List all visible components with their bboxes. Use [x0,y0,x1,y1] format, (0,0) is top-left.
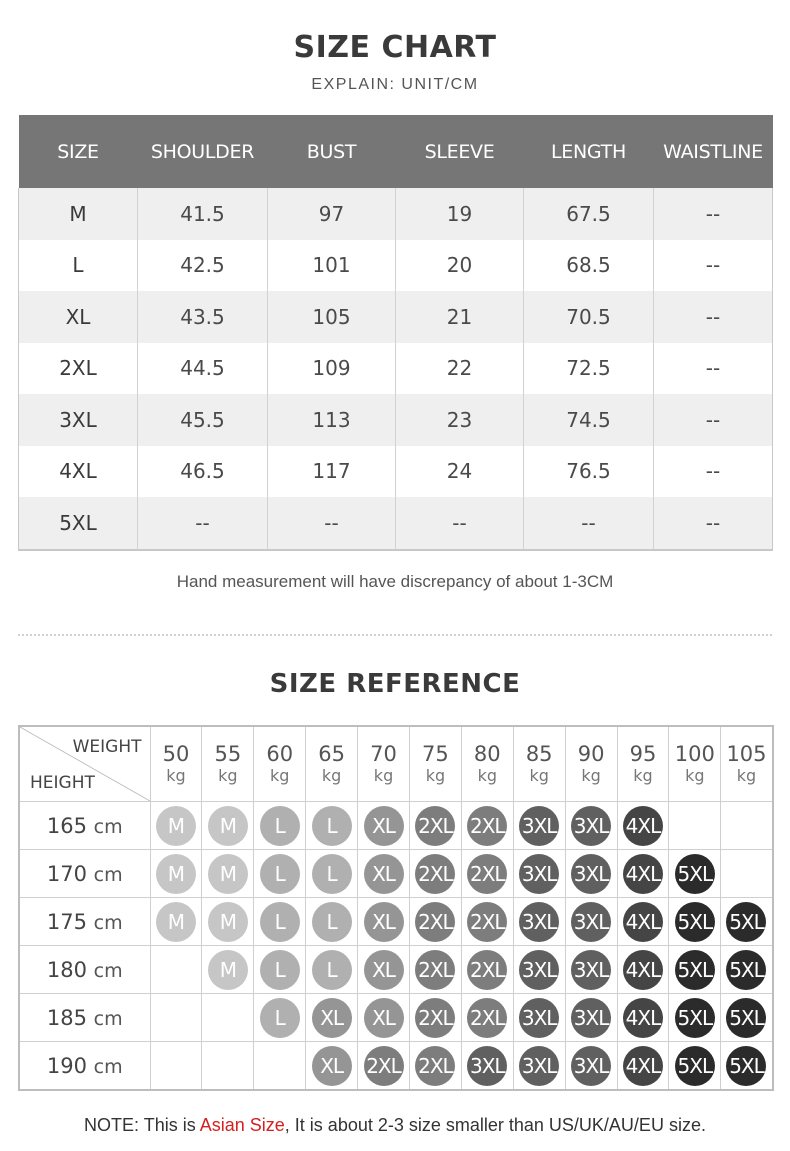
weight-unit: kg [321,766,342,785]
measurement-cell: -- [524,497,654,550]
weight-unit: kg [581,766,601,785]
column-header: WAISTLINE [654,115,773,188]
size-badge: L [312,902,352,942]
size-badge: M [156,902,196,942]
grid-cell [565,1042,617,1091]
grid-cell [358,1042,410,1091]
grid-cell [150,946,202,994]
measurement-cell: 76.5 [524,446,654,498]
size-badge: 2XL [415,1046,455,1086]
grid-cell [513,1042,565,1091]
measurement-cell: 117 [268,446,396,498]
measurement-cell: -- [138,497,268,550]
grid-cell [617,1042,669,1091]
size-chart-subtitle: EXPLAIN: UNIT/CM [311,76,479,93]
table-row [19,188,773,240]
height-row [19,802,773,850]
weight-cell [202,726,254,802]
grid-cell [150,898,202,946]
measurement-cell: 23 [396,394,524,446]
weight-unit: kg [633,766,653,785]
table-row [19,291,773,343]
grid-cell [461,1042,513,1091]
height-unit: cm [93,815,123,838]
size-badge: 5XL [675,854,715,894]
size-chart-header-row [19,115,773,188]
grid-cell [669,850,721,898]
grid-cell [721,802,773,850]
size-badge: 4XL [623,950,663,990]
grid-cell [202,802,254,850]
measurement-cell: -- [654,446,773,498]
weight-cell [150,726,202,802]
grid-cell [202,946,254,994]
weight-unit: kg [373,766,394,785]
size-badge: 2XL [467,854,507,894]
size-badge: L [260,806,300,846]
grid-cell [254,802,306,850]
size-badge: 3XL [519,806,559,846]
grid-cell [254,898,306,946]
grid-cell [617,946,669,994]
weight-cell [513,726,565,802]
size-badge: 3XL [571,806,611,846]
height-unit: cm [93,1007,123,1030]
grid-cell [202,994,254,1042]
size-badge: XL [364,854,404,894]
size-badge: L [312,950,352,990]
dotted-divider [18,634,772,636]
measurement-cell: -- [654,240,773,292]
weight-unit: kg [685,766,705,785]
size-badge: 2XL [467,950,507,990]
size-cell: 3XL [19,394,138,446]
measurement-cell: -- [654,497,773,550]
grid-cell [306,1042,358,1091]
size-badge: M [208,950,248,990]
size-cell: M [19,188,138,240]
size-badge: 5XL [726,950,766,990]
size-chart-table [18,115,773,551]
grid-cell [669,802,721,850]
size-badge: 5XL [726,1046,766,1086]
table-row [19,240,773,292]
column-header: SIZE [19,115,138,188]
size-badge: L [312,854,352,894]
size-badge: 5XL [675,902,715,942]
measurement-cell: 41.5 [138,188,268,240]
grid-cell [721,1042,773,1091]
measurement-cell: 45.5 [138,394,268,446]
grid-cell [409,994,461,1042]
weight-cell [254,726,306,802]
size-chart-title: SIZE CHART [293,30,497,65]
size-badge: 2XL [467,806,507,846]
height-cell [19,946,150,994]
grid-cell [461,802,513,850]
weight-value: 75 [422,742,449,766]
weight-header-row [19,726,773,802]
grid-cell [513,946,565,994]
size-badge: 2XL [415,950,455,990]
grid-cell [565,802,617,850]
measurement-note: Hand measurement will have discrepancy of about 1-3CM [176,572,614,591]
size-badge: XL [364,806,404,846]
measurement-cell: 105 [268,291,396,343]
size-badge: 5XL [675,998,715,1038]
size-cell: XL [19,291,138,343]
size-badge: 2XL [364,1046,404,1086]
height-cell [19,1042,150,1091]
grid-cell [358,850,410,898]
size-cell: L [19,240,138,292]
size-badge: 5XL [675,950,715,990]
size-badge: XL [312,998,352,1038]
size-reference-grid [18,725,774,1091]
height-row [19,1042,773,1091]
measurement-cell: -- [654,394,773,446]
corner-cell [19,726,150,802]
table-row [19,446,773,498]
height-cell [19,850,150,898]
measurement-cell: 24 [396,446,524,498]
weight-value: 105 [726,742,767,766]
measurement-cell: 46.5 [138,446,268,498]
grid-cell [669,1042,721,1091]
weight-label: WEIGHT [72,737,142,757]
grid-cell [617,850,669,898]
weight-unit: kg [477,766,497,785]
size-badge: XL [364,902,404,942]
grid-cell [254,946,306,994]
grid-cell [306,946,358,994]
size-badge: M [156,806,196,846]
size-badge: L [260,902,300,942]
weight-cell [565,726,617,802]
note-prefix: NOTE: This is [84,1115,200,1135]
weight-cell [461,726,513,802]
grid-cell [358,994,410,1042]
weight-value: 100 [674,742,715,766]
measurement-cell: -- [654,188,773,240]
size-cell: 2XL [19,343,138,395]
column-header: SHOULDER [138,115,268,188]
size-badge: 2XL [415,806,455,846]
measurement-cell: -- [268,497,396,550]
weight-unit: kg [529,766,549,785]
size-badge: L [312,806,352,846]
table-row [19,394,773,446]
weight-cell [721,726,773,802]
column-header: BUST [268,115,396,188]
weight-unit: kg [736,766,757,785]
size-badge: 2XL [415,998,455,1038]
size-badge: 3XL [519,854,559,894]
grid-cell [409,1042,461,1091]
grid-cell [254,1042,306,1091]
measurement-cell: 19 [396,188,524,240]
grid-cell [513,802,565,850]
weight-cell [306,726,358,802]
note-suffix: , It is about 2-3 size smaller than US/UK/AU/EU size. [284,1115,706,1135]
weight-cell [669,726,721,802]
size-cell: 4XL [19,446,138,498]
height-cell [19,898,150,946]
weight-cell [409,726,461,802]
weight-value: 65 [318,742,345,766]
height-row [19,898,773,946]
measurement-cell: -- [396,497,524,550]
size-badge: 2XL [467,902,507,942]
grid-cell [409,802,461,850]
size-badge: XL [312,1046,352,1086]
size-badge: 2XL [415,902,455,942]
measurement-cell: 101 [268,240,396,292]
grid-cell [565,898,617,946]
grid-cell [513,898,565,946]
size-reference-title: SIZE REFERENCE [269,669,521,699]
grid-cell [461,994,513,1042]
grid-cell [306,802,358,850]
height-value: 190 [46,1053,87,1078]
height-cell [19,994,150,1042]
size-badge: 4XL [623,998,663,1038]
grid-cell [254,850,306,898]
size-badge: L [260,854,300,894]
grid-cell [254,994,306,1042]
grid-cell [306,898,358,946]
measurement-cell: 44.5 [138,343,268,395]
height-value: 170 [46,861,87,886]
size-reference-body [19,802,773,1091]
measurement-cell: -- [654,291,773,343]
size-badge: 4XL [623,902,663,942]
weight-value: 55 [214,742,242,766]
size-badge: 3XL [519,998,559,1038]
size-cell: 5XL [19,497,138,550]
size-badge: 3XL [519,950,559,990]
size-badge: M [208,902,248,942]
weight-value: 90 [577,742,605,766]
size-badge: 3XL [571,1046,611,1086]
size-badge: 4XL [623,854,663,894]
height-value: 180 [46,957,87,982]
height-cell [19,802,150,850]
measurement-cell: 22 [396,343,524,395]
size-badge: M [208,854,248,894]
grid-cell [721,994,773,1042]
grid-cell [202,898,254,946]
grid-cell [669,946,721,994]
grid-cell [669,898,721,946]
measurement-cell: 42.5 [138,240,268,292]
weight-cell [617,726,669,802]
grid-cell [565,850,617,898]
size-badge: 3XL [571,902,611,942]
grid-cell [617,898,669,946]
grid-cell [306,994,358,1042]
size-badge: 3XL [467,1046,507,1086]
height-value: 175 [46,909,87,934]
grid-cell [358,898,410,946]
size-badge: M [156,854,196,894]
weight-unit: kg [425,766,446,785]
measurement-cell: -- [654,343,773,395]
grid-cell [202,850,254,898]
weight-unit: kg [270,766,290,785]
column-header: SLEEVE [396,115,524,188]
weight-unit: kg [218,766,238,785]
size-badge: 5XL [726,902,766,942]
size-badge: 3XL [571,998,611,1038]
size-badge: XL [364,950,404,990]
measurement-cell: 109 [268,343,396,395]
grid-cell [150,1042,202,1091]
grid-cell [409,946,461,994]
grid-cell [150,802,202,850]
weight-value: 70 [370,742,397,766]
size-badge: 3XL [519,902,559,942]
grid-cell [513,850,565,898]
measurement-cell: 70.5 [524,291,654,343]
grid-cell [461,898,513,946]
table-row [19,497,773,550]
grid-cell [202,1042,254,1091]
size-badge: 2XL [415,854,455,894]
measurement-cell: 20 [396,240,524,292]
size-badge: 2XL [467,998,507,1038]
size-badge: 4XL [623,806,663,846]
size-badge: 3XL [571,854,611,894]
measurement-cell: 67.5 [524,188,654,240]
grid-cell [669,994,721,1042]
height-row [19,994,773,1042]
height-label: HEIGHT [30,773,95,793]
weight-unit: kg [166,766,186,785]
grid-cell [150,994,202,1042]
height-value: 185 [46,1005,87,1030]
grid-cell [617,802,669,850]
height-value: 165 [46,813,87,838]
grid-cell [306,850,358,898]
size-badge: 4XL [623,1046,663,1086]
grid-cell [721,946,773,994]
measurement-cell: 43.5 [138,291,268,343]
grid-cell [409,898,461,946]
size-badge: L [260,950,300,990]
weight-value: 95 [629,742,657,766]
column-header: LENGTH [524,115,654,188]
measurement-cell: 113 [268,394,396,446]
grid-cell [358,946,410,994]
size-badge: 3XL [571,950,611,990]
grid-cell [721,850,773,898]
size-badge: 5XL [675,1046,715,1086]
height-row [19,946,773,994]
size-chart-body [19,188,773,550]
size-badge: 5XL [726,998,766,1038]
weight-value: 60 [266,742,294,766]
weight-value: 85 [525,742,553,766]
grid-cell [617,994,669,1042]
weight-cell [358,726,410,802]
size-badge: 3XL [519,1046,559,1086]
height-row [19,850,773,898]
grid-cell [565,994,617,1042]
size-badge: L [260,998,300,1038]
size-badge: M [208,806,248,846]
weight-value: 80 [473,742,501,766]
asian-size-note [0,1115,790,1136]
grid-cell [358,802,410,850]
grid-cell [409,850,461,898]
measurement-cell: 74.5 [524,394,654,446]
height-unit: cm [93,1055,123,1078]
asian-size-highlight: Asian Size [199,1115,285,1135]
grid-cell [721,898,773,946]
size-badge: XL [364,998,404,1038]
height-unit: cm [93,863,123,886]
measurement-cell: 97 [268,188,396,240]
weight-value: 50 [162,742,190,766]
measurement-cell: 68.5 [524,240,654,292]
grid-cell [150,850,202,898]
table-row [19,343,773,395]
measurement-cell: 72.5 [524,343,654,395]
grid-cell [513,994,565,1042]
height-unit: cm [93,959,123,982]
grid-cell [461,850,513,898]
height-unit: cm [93,911,123,934]
measurement-cell: 21 [396,291,524,343]
grid-cell [565,946,617,994]
grid-cell [461,946,513,994]
